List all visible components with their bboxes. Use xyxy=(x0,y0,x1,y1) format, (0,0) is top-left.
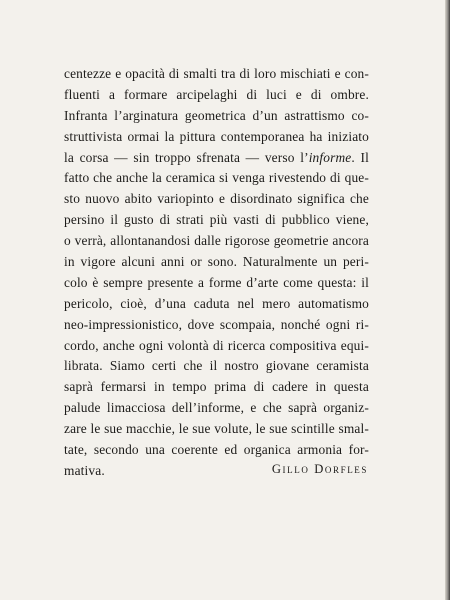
author-signature: Gillo Dorfles xyxy=(271,462,368,476)
text-line-9: o verrà, allontanandosi dalle rigorose geometrie ancora xyxy=(64,233,369,249)
text-line-1: centezze e opacità di smalti tra di loro mischiati e con- xyxy=(64,66,369,81)
italic-word: informe xyxy=(308,149,352,165)
text-line-20: mativa. xyxy=(64,462,105,478)
text-line-7: sto nuovo abito variopinto e disordinato significa che xyxy=(64,191,369,207)
text-line-16: saprà fermarsi in tempo prima di cadere in questa xyxy=(64,379,369,395)
text-line-12: pericolo, cioè, d’una caduta nel mero automatismo xyxy=(64,295,369,311)
text-line-13: neo-impressionistico, dove scompaia, nonché ogni ri- xyxy=(64,316,369,332)
text-line-2: fluenti a formare arcipelaghi di luci e di ombre. xyxy=(64,86,369,102)
text-line-10: in vigore alcuni anni or sono. Naturalmente un peri- xyxy=(64,254,369,270)
page-edge xyxy=(445,0,450,600)
text-line-18: zare le sue macchie, le sue volute, le sue scintille smal- xyxy=(64,421,369,437)
text-line-4: struttivista ormai la pittura contemporanea ha iniziato xyxy=(64,128,369,144)
text-line-15: librata. Siamo certi che il nostro giovane ceramista xyxy=(64,358,369,374)
text-line-6: fatto che anche la ceramica si venga rivestendo di que- xyxy=(64,170,369,186)
text-line-5: la corsa — sin troppo sfrenata — verso l’informe. Il xyxy=(64,149,369,165)
text-line-19: tate, secondo una coerente ed organica armonia for- xyxy=(64,442,369,458)
text-line-3: Infranta l’arginatura geometrica d’un astrattismo co- xyxy=(64,107,369,123)
text-line-8: persino il gusto di strati più vasti di pubblico viene, xyxy=(64,212,369,228)
text-line-17: palude limacciosa dell’informe, e che saprà organiz- xyxy=(64,400,369,416)
text-line-14: cordo, anche ogni volontà di ricerca compositiva equi- xyxy=(64,337,369,353)
body-text xyxy=(64,64,369,482)
text-line-11: colo è sempre presente a forme d’arte come questa: il xyxy=(64,274,369,290)
